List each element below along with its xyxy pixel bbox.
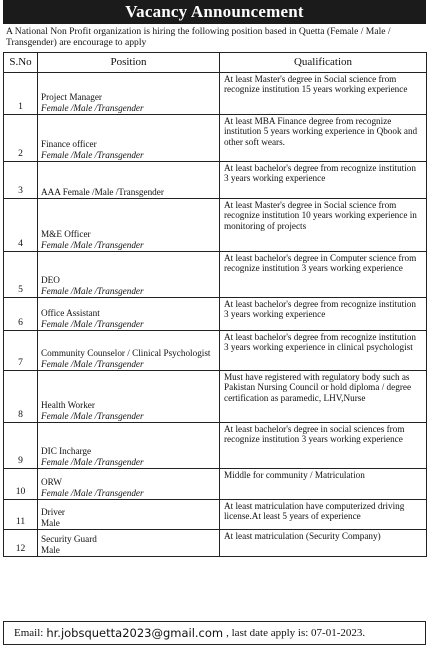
position-gender: Male	[41, 517, 60, 528]
table-row	[4, 162, 427, 199]
position-gender: Female /Male /Transgender	[41, 239, 144, 250]
position-gender: Female /Male /Transgender	[41, 318, 144, 329]
row-qualification: At least bachelor's degree in Computer science from recognize institution 3 years working experience	[220, 252, 427, 298]
row-position	[38, 423, 220, 469]
table-row	[4, 73, 427, 115]
row-position	[38, 500, 220, 530]
position-gender: Female /Male /Transgender	[41, 149, 144, 160]
position-gender: Female /Male /Transgender	[41, 285, 144, 296]
email-address: hr.jobsquetta2023@gmail.com	[46, 626, 224, 640]
position-gender: Female /Male /Transgender	[41, 358, 144, 369]
row-position	[38, 73, 220, 115]
position-title: DEO	[41, 275, 60, 286]
row-qualification: At least MBA Finance degree from recognize institution 5 years working experience in Qbook and other soft wears.	[220, 115, 427, 162]
position-title: Community Counselor / Clinical Psychologist	[41, 348, 211, 359]
row-sno: 5	[4, 252, 38, 298]
position-gender: Female /Male /Transgender	[41, 410, 144, 421]
position-title: DIC Incharge	[41, 446, 92, 457]
position-title: Project Manager	[41, 92, 102, 103]
position-gender: Female /Male /Transgender	[41, 102, 144, 113]
row-qualification: At least Master's degree in Social science from recognize institution 10 years working experience in monitoring of projects	[220, 199, 427, 252]
row-sno: 9	[4, 423, 38, 469]
position-title: M&E Officer	[41, 229, 91, 240]
position-title: Office Assistant	[41, 308, 100, 319]
email-label: Email:	[14, 627, 44, 639]
table-row	[4, 469, 427, 500]
row-position	[38, 530, 220, 557]
row-position	[38, 115, 220, 162]
row-qualification: Middle for community / Matriculation	[220, 469, 427, 500]
intro-text: A National Non Profit organization is hiring the following position based in Quetta (Female / Male / Transgender) are encourage to apply	[6, 26, 391, 48]
row-qualification: At least bachelor's degree from recognize institution 3 years working experience	[220, 162, 427, 199]
position-gender: Male	[41, 544, 60, 555]
page-title: Vacancy Announcement	[125, 2, 304, 21]
row-sno: 3	[4, 162, 38, 199]
table-row	[4, 298, 427, 331]
row-qualification: At least matriculation (Security Company)	[220, 530, 427, 557]
row-qualification: At least bachelor's degree from recognize institution 3 years working experience	[220, 298, 427, 331]
row-position	[38, 469, 220, 500]
row-qualification: At least bachelor's degree from recognize institution 3 years working experience in clinical psychologist	[220, 331, 427, 371]
row-position	[38, 199, 220, 252]
row-sno: 1	[4, 73, 38, 115]
deadline-text: , last date apply is: 07-01-2023.	[226, 627, 366, 639]
position-title: Driver	[41, 507, 65, 518]
row-sno: 11	[4, 500, 38, 530]
page-title-bar	[3, 0, 426, 24]
row-sno: 10	[4, 469, 38, 500]
row-sno: 2	[4, 115, 38, 162]
position-title: Security Guard	[41, 534, 97, 545]
row-position	[38, 252, 220, 298]
header-qualification: Qualification	[220, 53, 427, 73]
row-position	[38, 331, 220, 371]
position-gender: Female /Male /Transgender	[41, 456, 144, 467]
row-sno: 6	[4, 298, 38, 331]
vacancy-table	[3, 52, 427, 557]
table-row	[4, 252, 427, 298]
row-position	[38, 162, 220, 199]
table-row	[4, 199, 427, 252]
row-qualification: Must have registered with regulatory body such as Pakistan Nursing Council or hold diploma / degree certification as paramedic, LHV,Nurse	[220, 371, 427, 423]
table-row	[4, 530, 427, 557]
table-row	[4, 115, 427, 162]
position-title: AAA Female /Male /Transgender	[41, 186, 164, 197]
table-row	[4, 423, 427, 469]
row-position	[38, 371, 220, 423]
table-row	[4, 331, 427, 371]
row-sno: 8	[4, 371, 38, 423]
table-header-row	[4, 53, 427, 73]
table-row	[4, 371, 427, 423]
row-position	[38, 298, 220, 331]
row-sno: 7	[4, 331, 38, 371]
position-title: ORW	[41, 477, 62, 488]
row-sno: 12	[4, 530, 38, 557]
row-sno: 4	[4, 199, 38, 252]
row-qualification: At least bachelor's degree in social sciences from recognize institution 3 years working experience	[220, 423, 427, 469]
row-qualification: At least Master's degree in Social science from recognize institution 15 years working experience	[220, 73, 427, 115]
position-title: Finance officer	[41, 139, 97, 150]
table-row	[4, 500, 427, 530]
row-qualification: At least matriculation have computerized driving license.At least 5 years of experience	[220, 500, 427, 530]
position-title: Health Worker	[41, 400, 95, 411]
contact-footer	[3, 621, 426, 645]
position-gender: Female /Male /Transgender	[41, 487, 144, 498]
header-position: Position	[38, 53, 220, 73]
header-sno: S.No	[4, 53, 38, 73]
